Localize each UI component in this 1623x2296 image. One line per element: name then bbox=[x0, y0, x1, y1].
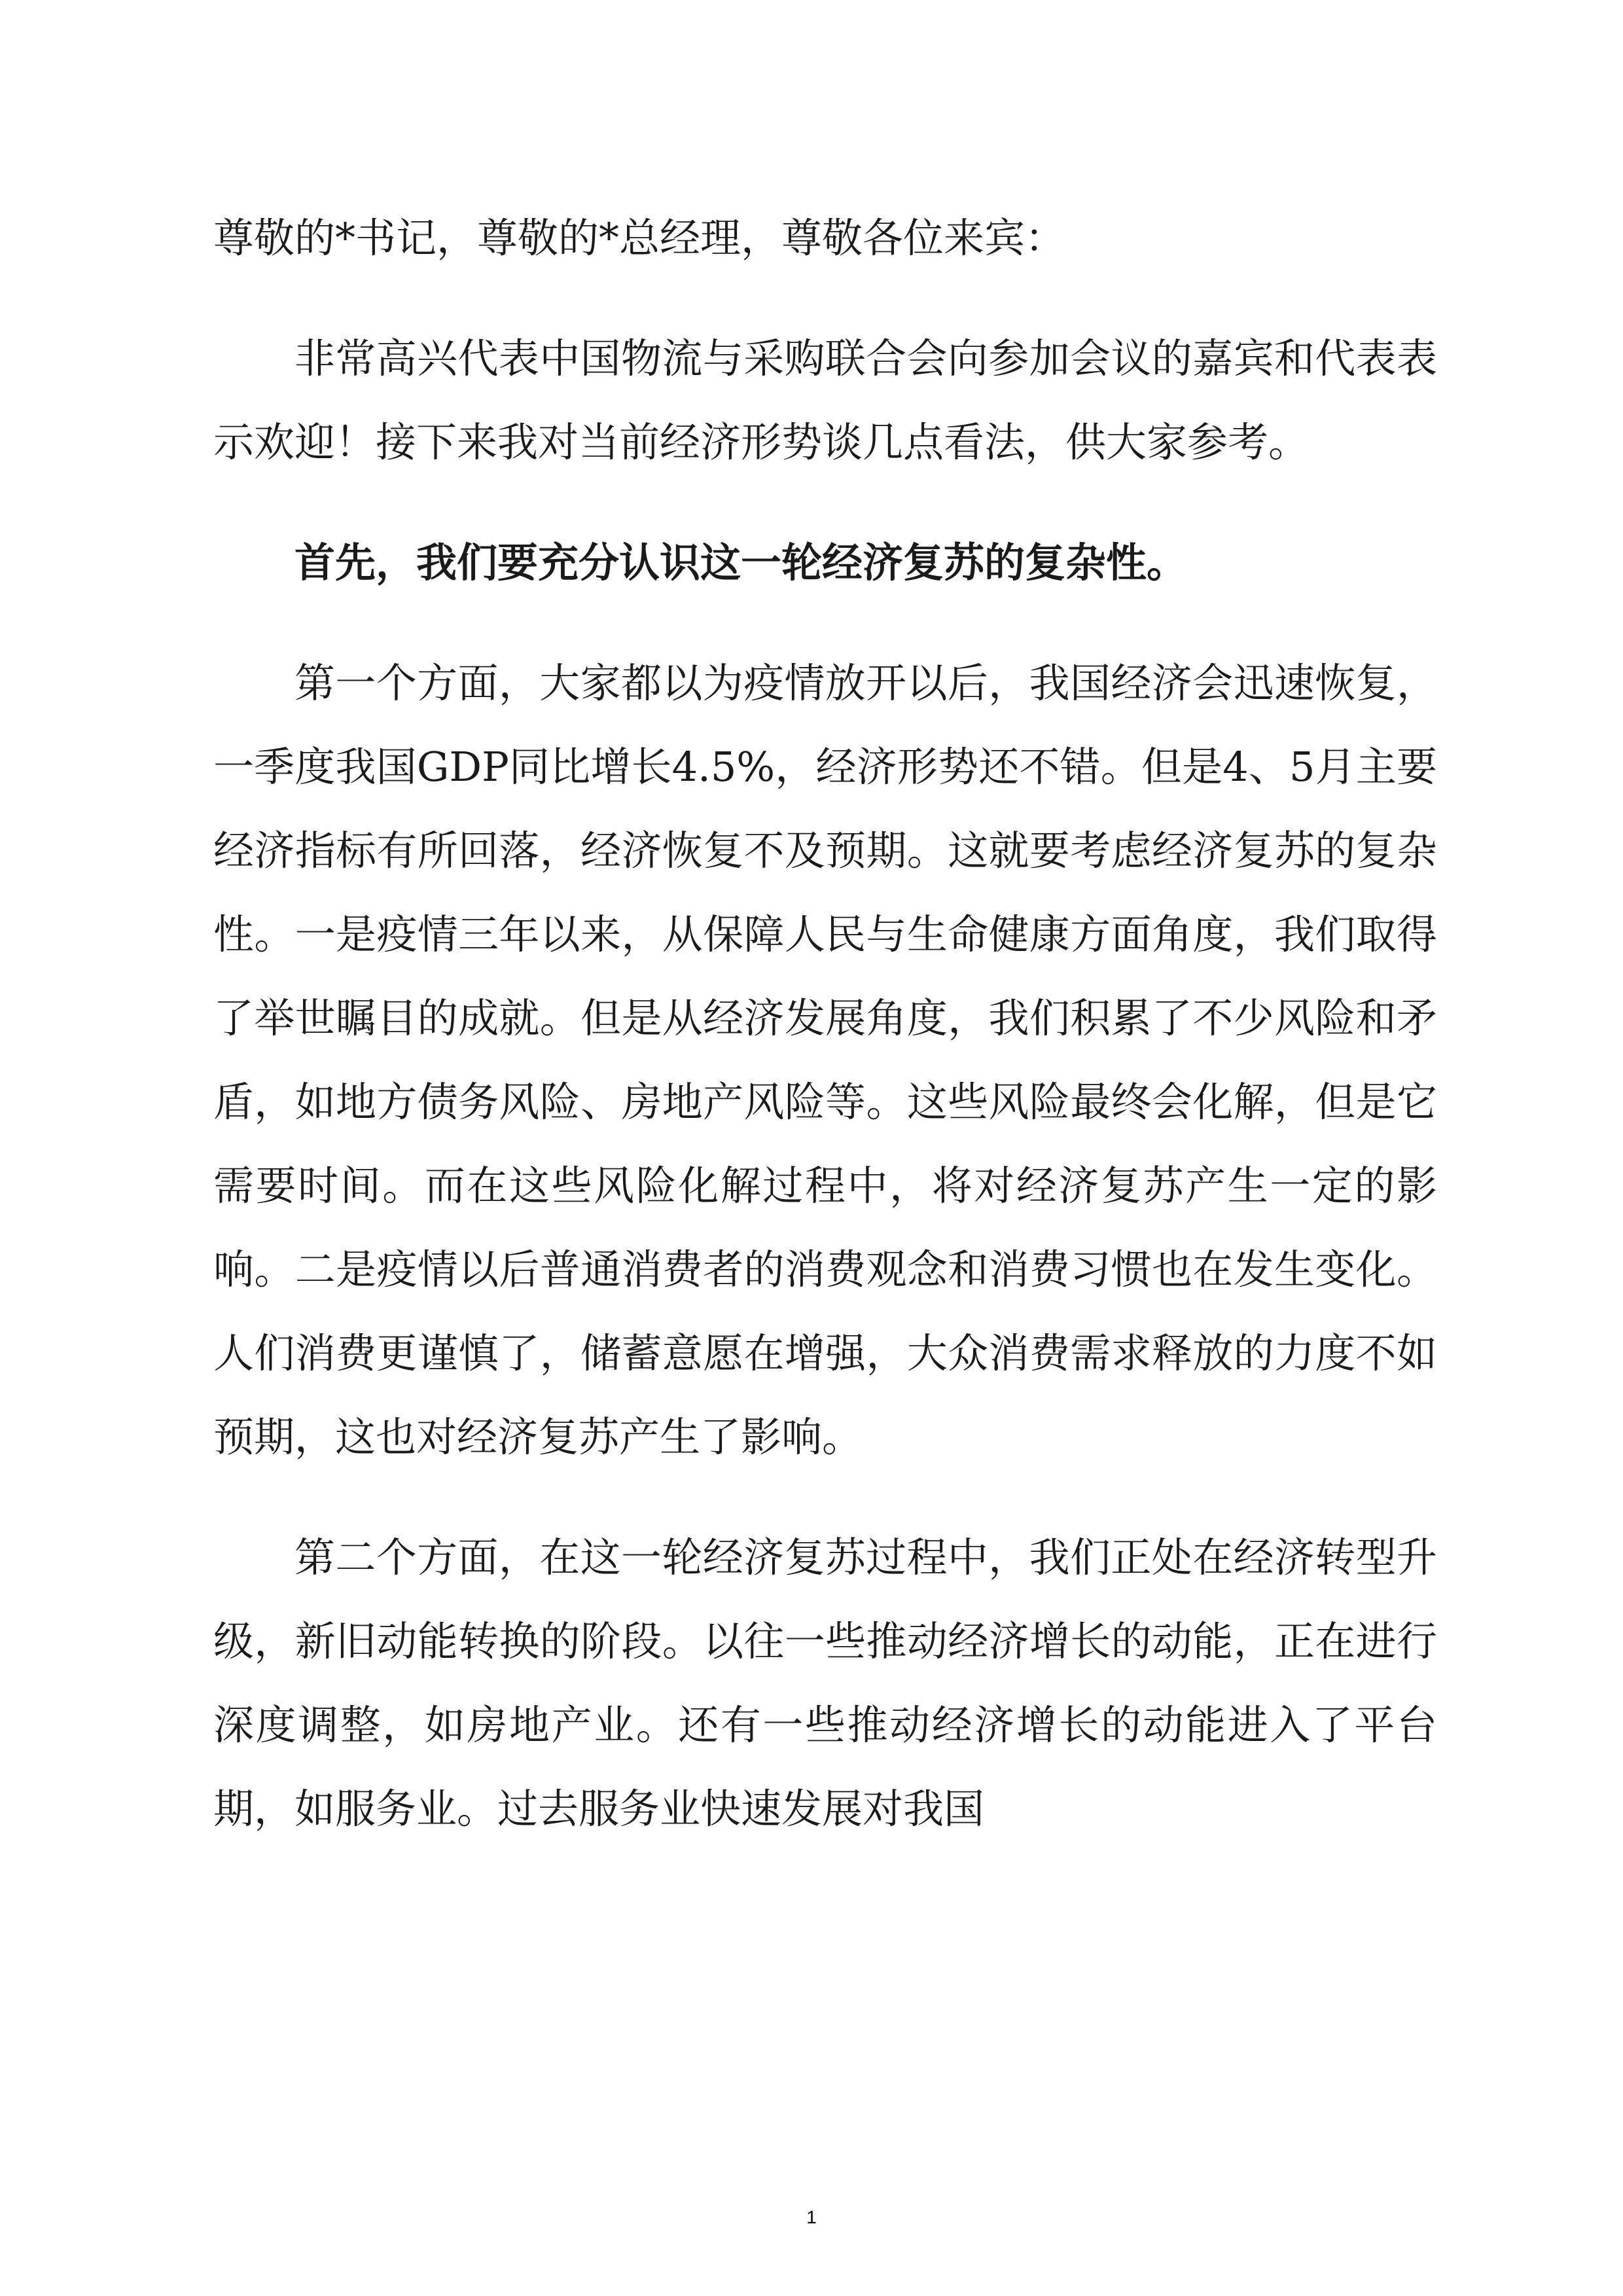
paragraph-second-aspect: 第二个方面，在这一轮经济复苏过程中，我们正处在经济转型升级，新旧动能转换的阶段。以往一些推动经济增长的动能，正在进行深度调整，如房地产业。还有一些推动经济增长的动能进入了平台期，如服务业。过去服务业快速发展对我国 bbox=[213, 1534, 1437, 1833]
section-heading: 首先，我们要充分认识这一轮经济复苏的复杂性。 bbox=[294, 539, 1188, 586]
paragraph-first-aspect: 第一个方面，大家都以为疫情放开以后，我国经济会迅速恢复，一季度我国GDP同比增长4.5%，经济形势还不错。但是4、5月主要经济指标有所回落，经济恢复不及预期。这就要考虑经济复苏的复杂性。一是疫情三年以来，从保障人民与生命健康方面角度，我们取得了举世瞩目的成就。但是从经济发展角度，我们积累了不少风险和矛盾，如地方债务风险、房地产风险等。这些风险最终会化解，但是它需要时间。而在这些风险化解过程中，将对经济复苏产生一定的影响。二是疫情以后普通消费者的消费观念和消费习惯也在发生变化。人们消费更谨慎了，储蓄意愿在增强，大众消费需求释放的力度不如预期，这也对经济复苏产生了影响。 bbox=[213, 659, 1437, 1461]
paragraph-welcome: 非常高兴代表中国物流与采购联合会向参加会议的嘉宾和代表表示欢迎！接下来我对当前经济形势谈几点看法，供大家参考。 bbox=[213, 334, 1437, 466]
page-number: 1 bbox=[806, 2207, 817, 2227]
document-body bbox=[213, 196, 1437, 1888]
salutation: 尊敬的*书记，尊敬的*总经理，尊敬各位来宾： bbox=[213, 214, 1066, 262]
